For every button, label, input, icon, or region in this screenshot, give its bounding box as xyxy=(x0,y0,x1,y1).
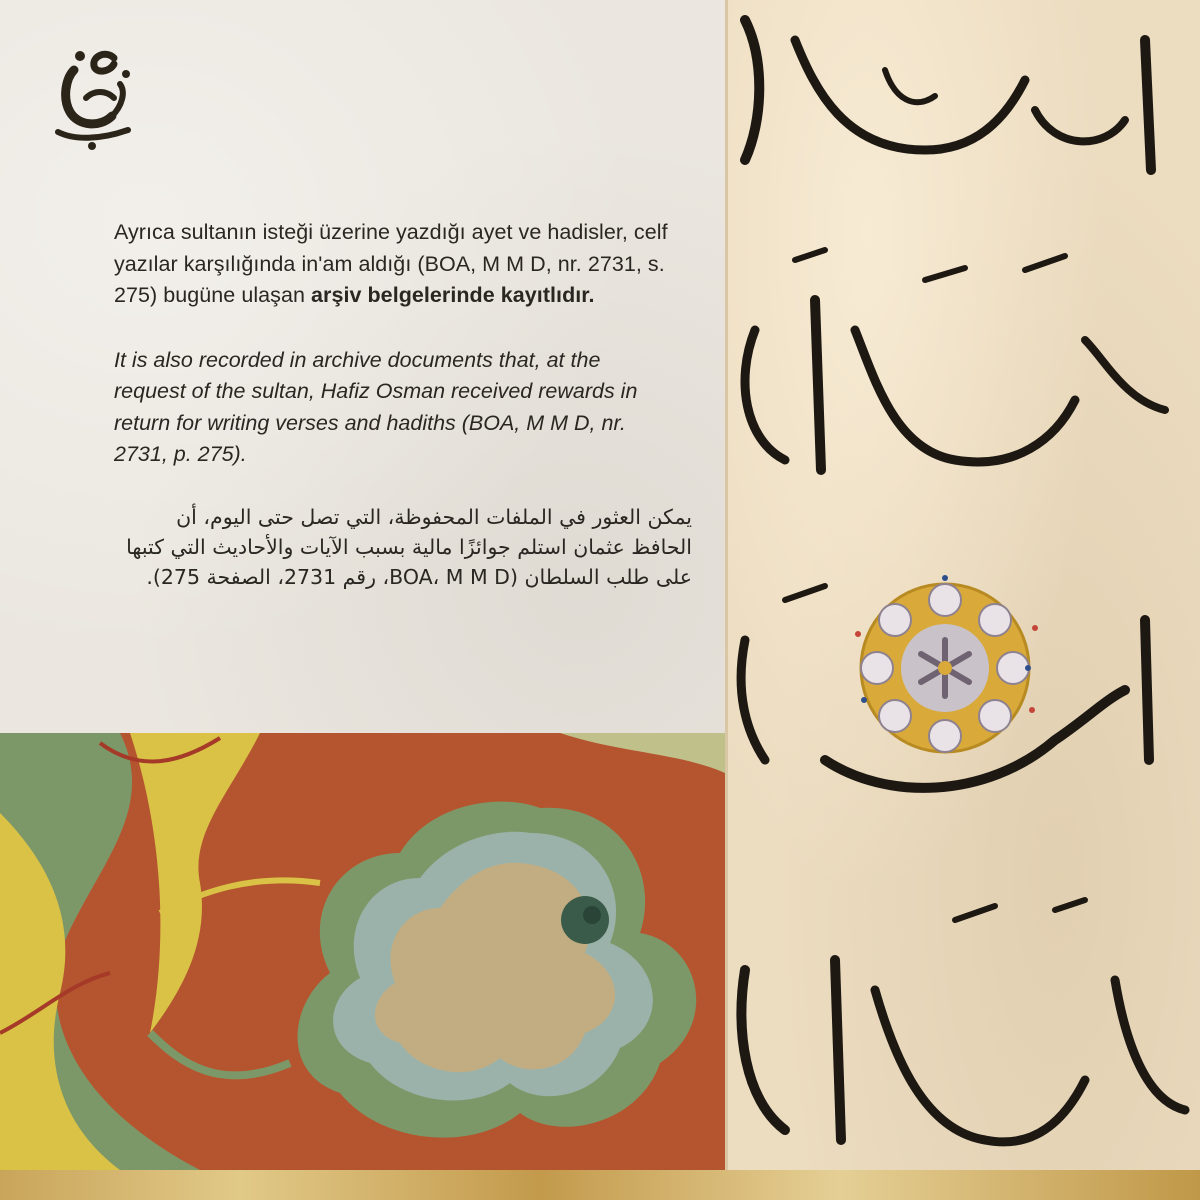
bottom-gold-strip xyxy=(0,1170,1200,1200)
turkish-paragraph xyxy=(114,217,674,312)
rosette-ornament xyxy=(861,584,1029,752)
calligraphy-logo-icon xyxy=(44,40,140,150)
manuscript-edge xyxy=(725,0,728,1170)
marbling-image xyxy=(0,733,725,1170)
text-block xyxy=(114,217,692,592)
marbling-pattern-illustration xyxy=(0,733,725,1170)
text-panel xyxy=(0,0,725,733)
manuscript-image xyxy=(725,0,1200,1170)
manuscript-calligraphy-illustration xyxy=(725,0,1200,1170)
turkish-text: Ayrıca sultanın isteği üzerine yazdığı ayet ve hadisler, celf yazılar karşılığında in'am aldığı (BOA, M M D, nr. 2731, s. 275) bugüne ulaşan xyxy=(114,220,668,307)
turkish-bold-text: arşiv belgelerinde kayıtlıdır. xyxy=(311,283,595,307)
arabic-paragraph: يمكن العثور في الملفات المحفوظة، التي تصل حتى اليوم، أن الحافظ عثمان استلم جوائزًا مالية بسبب الآيات والأحاديث التي كتبها على طلب السلطان (BOA، M M D، رقم 2731، الصفحة 275). xyxy=(126,504,692,589)
english-paragraph: It is also recorded in archive documents that, at the request of the sultan, Hafiz Osman received rewards in return for writing verses and hadiths (BOA, M M D, nr. 2731, p. 275). xyxy=(114,347,638,466)
